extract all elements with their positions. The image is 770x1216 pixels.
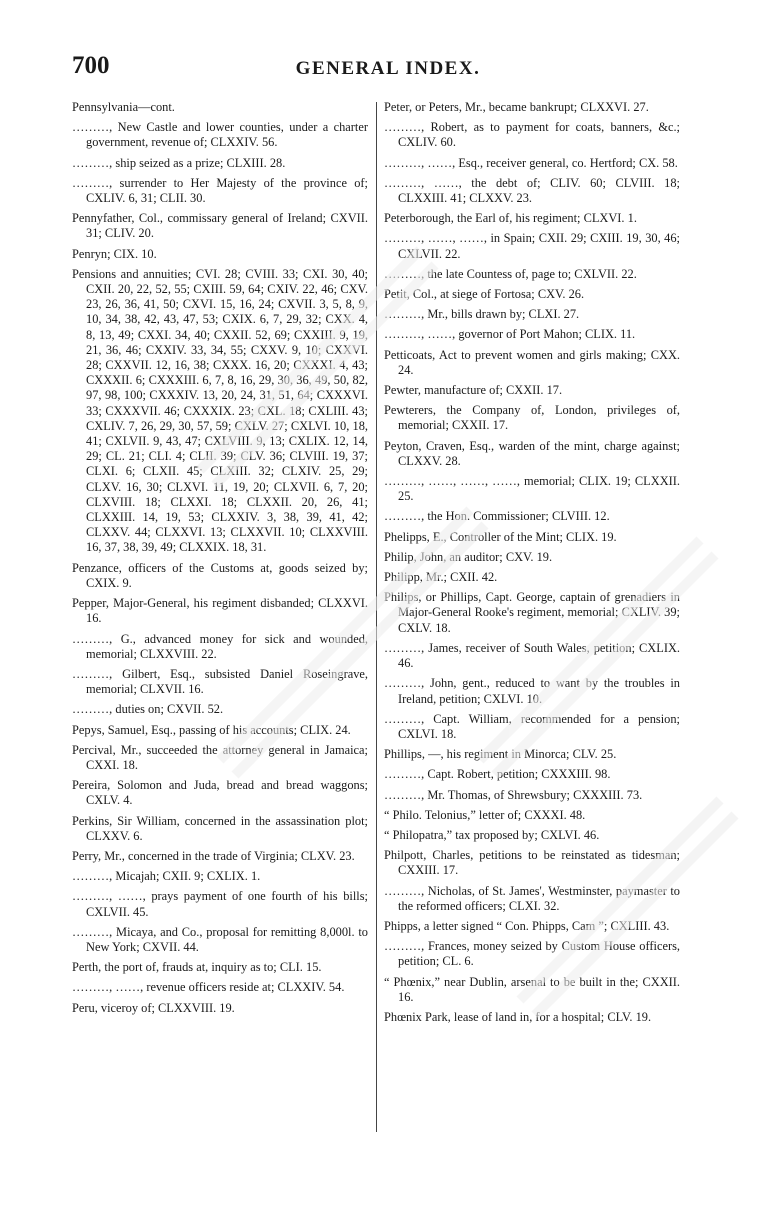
page-title: GENERAL INDEX.	[295, 58, 481, 79]
index-entry: Peru, viceroy of; CLXXVIII. 19.	[72, 1000, 235, 1015]
index-entry: Philipp, Mr.; CXII. 42.	[384, 570, 498, 585]
index-entry: Pensions and annuities; CVI. 28; CVIII. 33; CXI. 30, 40; CXII. 20, 22, 52, 55; CXIII. 59, 64; CXIV. 22, 46; CXV. 23, 26, 36, 41, 50; CXVI. 15, 16, 24; CXVII. 3, 5, 8, 9, 10, 34, 38, 42, 43, 47, 53; CXIX. 6, 7, 29, 32; CXX. 4, 8, 13, 49; CXXI. 34, 40; CXXII. 52, 69; CXXIII. 9, 19, 21, 36, 46; CXXIV. 33, 34, 55; CXXV. 9, 10; CXXVI. 28; CXXVII. 12, 16, 38; CXXX. 16, 20; CXXXI. 4, 43; CXXXII. 6; CXXXIII. 6, 7, 8, 16, 29, 30, 36, 49, 50, 82, 97, 98, 100; CXXXIV. 13, 20, 24, 31, 51, 64; CXXXVI. 33; CXXXVII. 46; CXXXIX. 23; CXL. 18; CXLIII. 43; CXLIV. 7, 26, 29, 30, 57, 59; CXLV. 27; CXLVI. 10, 18, 41; CXLVII. 9, 43, 47; CXLVIII. 9, 13; CXLIX. 12, 14, 29; CL. 21; CLI. 4; CLII. 39; CLV. 36; CLVIII. 19, 37; CLXI. 6; CLXII. 45; CLXIII. 32; CLXIV. 25, 29; CLXV. 16, 30; CLXVI. 11, 19, 20; CLXVII. 6, 7, 20; CLXVIII. 18; CLXXI. 18; CLXXII. 20, 26, 41; CLXXIII. 14, 19, 53; CLXXIV. 3, 38, 39, 41, 42; CLXXV. 44; CLXXVI. 13; CLXXVII. 10; CLXXVIII. 16, 37, 38, 39, 49; CLXXIX. 18, 31.	[72, 266, 368, 555]
index-entry: ………, surrender to Her Majesty of the province of; CXLIV. 6, 31; CLII. 30.	[72, 175, 368, 206]
index-entry: ………, Gilbert, Esq., subsisted Daniel Roseingrave, memorial; CLXVII. 16.	[72, 666, 368, 697]
index-entry: Petit, Col., at siege of Fortosa; CXV. 26.	[384, 287, 585, 302]
index-entry: ………, Mr., bills drawn by; CLXI. 27.	[384, 307, 580, 322]
index-entry: ………, John, gent., reduced to want by the troubles in Ireland, petition; CXLVI. 10.	[384, 676, 680, 706]
index-entry: ………, ship seized as a prize; CLXIII. 28.	[72, 155, 286, 170]
index-entry: Philpott, Charles, petitions to be reinstated as tidesman; CXXIII. 17.	[384, 848, 680, 878]
index-entry: ………, ……, revenue officers reside at; CLXXIV. 54.	[72, 980, 345, 995]
index-entry: “ Philopatra,” tax proposed by; CXLVI. 46.	[384, 827, 600, 842]
index-columns	[72, 100, 704, 1190]
index-entry: Phelipps, E., Controller of the Mint; CLIX. 19.	[384, 529, 617, 544]
index-entry: ………, ……, ……, ……, memorial; CLIX. 19; CLXXII. 25.	[384, 474, 680, 504]
index-entry: ………, Capt. Robert, petition; CXXXIII. 98.	[384, 767, 611, 782]
index-entry: ………, Mr. Thomas, of Shrewsbury; CXXXIII. 73.	[384, 787, 643, 802]
index-entry: Pewterers, the Company of, London, privileges of, memorial; CXXII. 17.	[384, 403, 680, 433]
index-entry: ………, Capt. William, recommended for a pension; CXLVI. 18.	[384, 711, 680, 741]
index-entry: ………, Micajah; CXII. 9; CXLIX. 1.	[72, 869, 261, 884]
index-entry: ………, the late Countess of, page to; CXLVII. 22.	[384, 266, 637, 281]
page-number: 700	[72, 52, 110, 79]
index-entry: ………, ……, Esq., receiver general, co. Hertford; CX. 58.	[384, 155, 678, 170]
index-entry: Peterborough, the Earl of, his regiment; CLXVI. 1.	[384, 211, 637, 226]
index-entry: ………, ……, governor of Port Mahon; CLIX. 11.	[384, 327, 636, 342]
index-entry: ………, Frances, money seized by Custom House officers, petition; CL. 6.	[384, 939, 680, 969]
index-entry: Peter, or Peters, Mr., became bankrupt; CLXXVI. 27.	[384, 100, 649, 114]
index-entry: Phillips, —, his regiment in Minorca; CLV. 25.	[384, 747, 617, 762]
index-entry: Phœnix Park, lease of land in, for a hospital; CLV. 19.	[384, 1009, 652, 1024]
index-entry: Petticoats, Act to prevent women and girls making; CXX. 24.	[384, 347, 680, 377]
index-entry: Pepys, Samuel, Esq., passing of his accounts; CLIX. 24.	[72, 722, 351, 737]
index-entry: ………, New Castle and lower counties, under a charter government, revenue of; CLXXIV. 56.	[72, 120, 368, 150]
page-header	[72, 48, 704, 84]
index-entry: ………, G., advanced money for sick and wounded, memorial; CLXXVIII. 22.	[72, 631, 368, 661]
index-entry: ………, ……, prays payment of one fourth of his bills; CXLVII. 45.	[72, 889, 368, 919]
index-entry: ………, James, receiver of South Wales, petition; CXLIX. 46.	[384, 640, 680, 671]
index-entry: Pewter, manufacture of; CXXII. 17.	[384, 383, 563, 398]
index-entry: ………, duties on; CXVII. 52.	[72, 702, 224, 717]
index-entry: Perth, the port of, frauds at, inquiry as to; CLI. 15.	[72, 960, 322, 975]
index-entry: Penryn; CIX. 10.	[72, 246, 157, 261]
left-column	[72, 100, 368, 1021]
index-entry: Phipps, a letter signed “ Con. Phipps, Cam ”; CXLIII. 43.	[384, 918, 670, 933]
index-entry: ………, ……, the debt of; CLIV. 60; CLVIII. 18; CLXXIII. 41; CLXXV. 23.	[384, 175, 680, 206]
index-entry: Perkins, Sir William, concerned in the assassination plot; CLXXV. 6.	[72, 813, 368, 843]
index-entry: Pennsylvania—cont.	[72, 100, 175, 114]
index-entry: ………, Robert, as to payment for coats, banners, &c.; CXLIV. 60.	[384, 120, 680, 150]
index-entry: ………, Nicholas, of St. James', Westminster, paymaster to the reformed officers; CLXI. 32.	[384, 883, 680, 913]
index-entry: Penzance, officers of the Customs at, goods seized by; CXIX. 9.	[72, 560, 368, 590]
index-entry: Perry, Mr., concerned in the trade of Virginia; CLXV. 23.	[72, 848, 355, 863]
index-entry: Philips, or Phillips, Capt. George, captain of grenadiers in Major-General Rooke's regiment, memorial; CXLIV. 39; CXLV. 18.	[384, 590, 680, 635]
index-entry: Pennyfather, Col., commissary general of Ireland; CXVII. 31; CLIV. 20.	[72, 211, 368, 241]
index-entry: ………, the Hon. Commissioner; CLVIII. 12.	[384, 509, 610, 524]
column-divider	[376, 102, 377, 1132]
index-entry: Percival, Mr., succeeded the attorney general in Jamaica; CXXI. 18.	[72, 742, 368, 772]
index-entry: “ Philo. Telonius,” letter of; CXXXI. 48.	[384, 807, 586, 822]
index-entry: “ Phœnix,” near Dublin, arsenal to be built in the; CXXII. 16.	[384, 974, 680, 1004]
index-entry: Philip, John, an auditor; CXV. 19.	[384, 549, 553, 564]
index-entry: ………, ……, ……, in Spain; CXII. 29; CXIII. 19, 30, 46; CXLVII. 22.	[384, 231, 680, 261]
index-entry: ………, Micaya, and Co., proposal for remitting 8,000l. to New York; CXVII. 44.	[72, 924, 368, 954]
index-entry: Pereira, Solomon and Juda, bread and bread waggons; CXLV. 4.	[72, 778, 368, 808]
index-entry: Pepper, Major-General, his regiment disbanded; CLXXVI. 16.	[72, 596, 368, 626]
index-entry: Peyton, Craven, Esq., warden of the mint, charge against; CLXXV. 28.	[384, 438, 680, 468]
right-column	[384, 100, 680, 1030]
